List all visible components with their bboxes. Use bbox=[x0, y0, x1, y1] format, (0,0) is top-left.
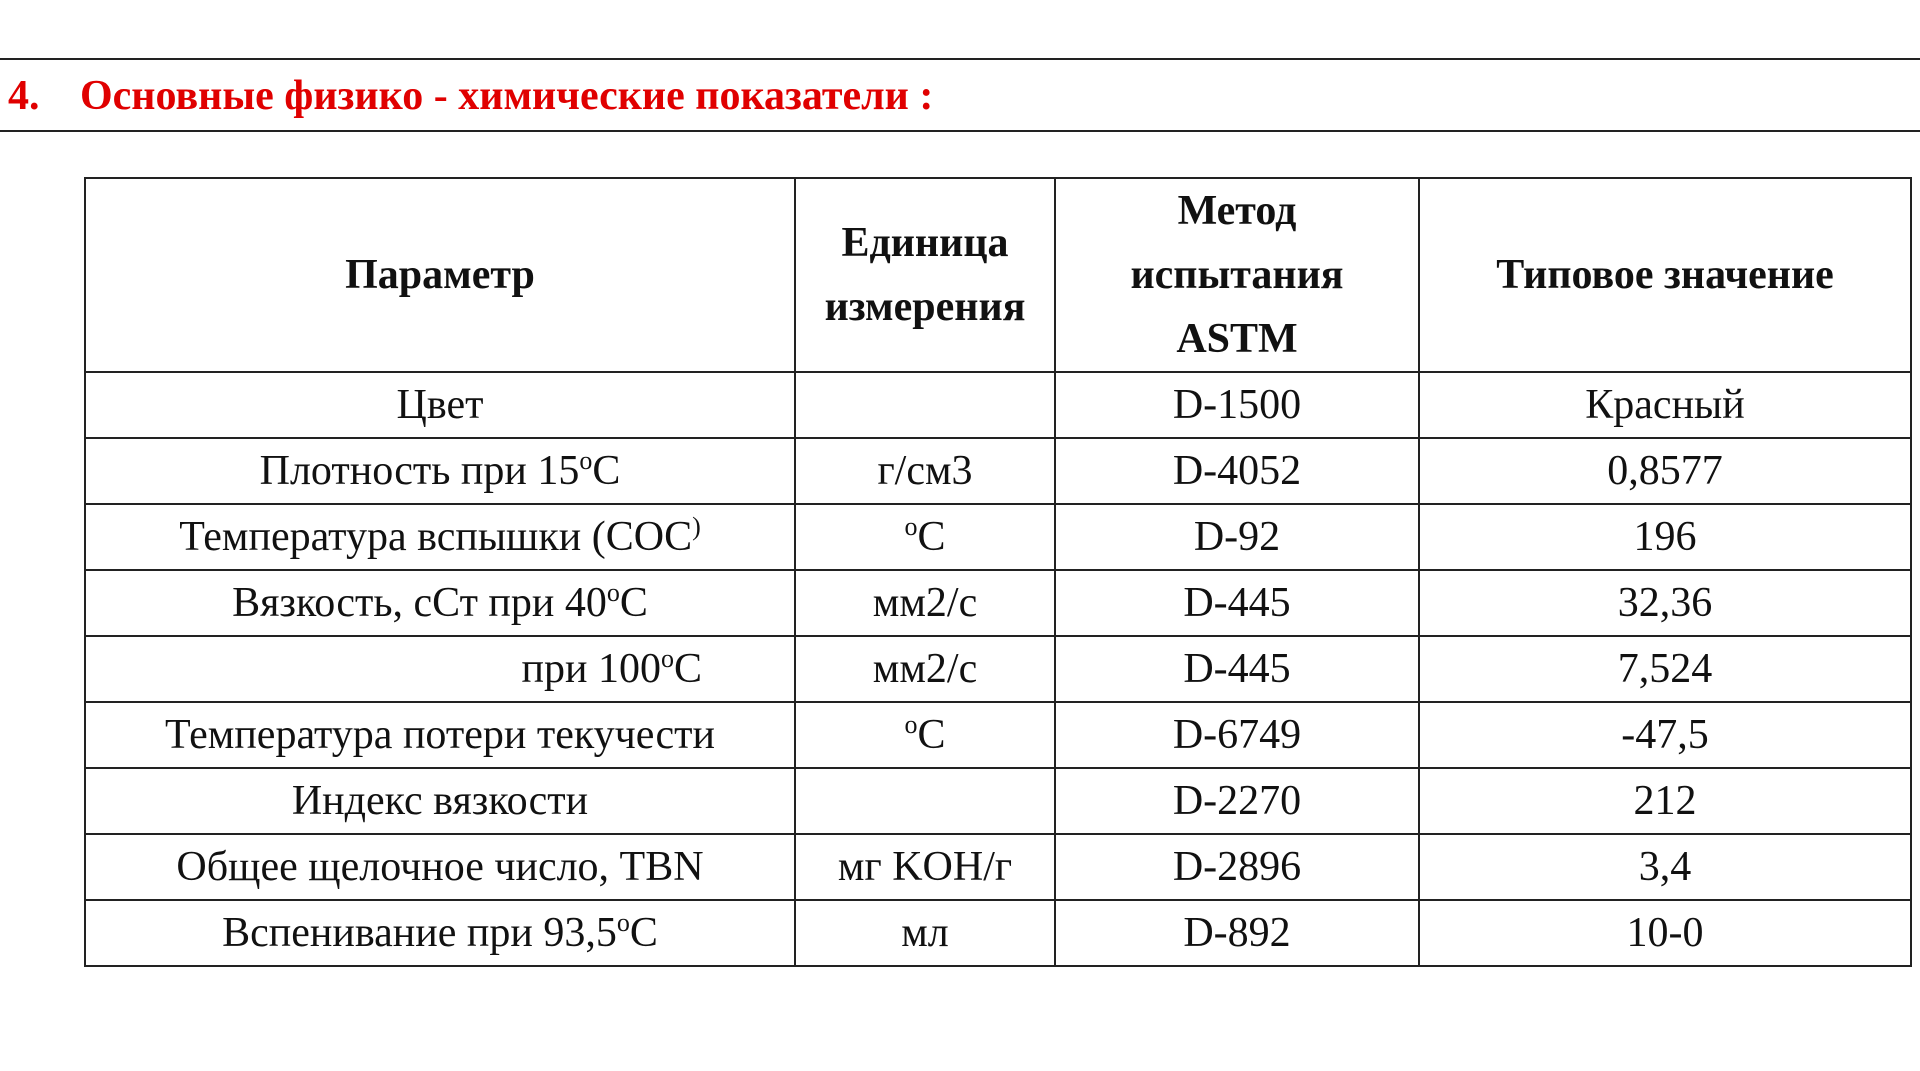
section-number: 4. bbox=[8, 73, 40, 119]
cell-unit bbox=[795, 768, 1055, 834]
section-heading bbox=[8, 68, 933, 124]
cell-unit: $^o$C bbox=[795, 504, 1055, 570]
cell-value: 32,36 bbox=[1419, 570, 1911, 636]
header-method: Метод испытания ASTM bbox=[1055, 178, 1419, 372]
cell-unit: г/см3 bbox=[795, 438, 1055, 504]
cell-unit: мм2/с bbox=[795, 570, 1055, 636]
cell-value: -47,5 bbox=[1419, 702, 1911, 768]
cell-unit bbox=[795, 372, 1055, 438]
cell-unit: мм2/с bbox=[795, 636, 1055, 702]
cell-method: D-4052 bbox=[1055, 438, 1419, 504]
header-unit: Единица измерения bbox=[795, 178, 1055, 372]
cell-value: 212 bbox=[1419, 768, 1911, 834]
cell-method: D-445 bbox=[1055, 570, 1419, 636]
cell-param: Общее щелочное число, TBN bbox=[85, 834, 795, 900]
cell-method: D-1500 bbox=[1055, 372, 1419, 438]
cell-method: D-2896 bbox=[1055, 834, 1419, 900]
cell-param: Цвет bbox=[85, 372, 795, 438]
cell-param: Плотность при 15$^o$C bbox=[85, 438, 795, 504]
cell-value: 10-0 bbox=[1419, 900, 1911, 966]
table-row bbox=[85, 702, 1911, 768]
cell-param: Вспенивание при 93,5$^o$C bbox=[85, 900, 795, 966]
table-row bbox=[85, 834, 1911, 900]
table-row bbox=[85, 900, 1911, 966]
cell-method: D-6749 bbox=[1055, 702, 1419, 768]
table-row bbox=[85, 438, 1911, 504]
table-header-row bbox=[85, 178, 1911, 372]
cell-method: D-92 bbox=[1055, 504, 1419, 570]
table-row bbox=[85, 570, 1911, 636]
table-row bbox=[85, 768, 1911, 834]
cell-method: D-445 bbox=[1055, 636, 1419, 702]
cell-param: при 100$^o$C bbox=[85, 636, 795, 702]
cell-unit: мл bbox=[795, 900, 1055, 966]
cell-value: 7,524 bbox=[1419, 636, 1911, 702]
cell-value: 196 bbox=[1419, 504, 1911, 570]
specs-table bbox=[84, 177, 1912, 967]
cell-param: Температура потери текучести bbox=[85, 702, 795, 768]
cell-unit: мг KOH/г bbox=[795, 834, 1055, 900]
cell-unit: $^o$C bbox=[795, 702, 1055, 768]
cell-value: Красный bbox=[1419, 372, 1911, 438]
table-row bbox=[85, 504, 1911, 570]
section-title: Основные физико - химические показатели : bbox=[80, 73, 934, 119]
header-param: Параметр bbox=[85, 178, 795, 372]
cell-param: Индекс вязкости bbox=[85, 768, 795, 834]
header-value: Типовое значение bbox=[1419, 178, 1911, 372]
table-row bbox=[85, 372, 1911, 438]
cell-method: D-892 bbox=[1055, 900, 1419, 966]
cell-value: 3,4 bbox=[1419, 834, 1911, 900]
table-row bbox=[85, 636, 1911, 702]
cell-param: Вязкость, сСт при 40$^o$C bbox=[85, 570, 795, 636]
cell-value: 0,8577 bbox=[1419, 438, 1911, 504]
cell-method: D-2270 bbox=[1055, 768, 1419, 834]
cell-param: Температура вспышки (COC) bbox=[85, 504, 795, 570]
section-heading-bar bbox=[0, 58, 1920, 132]
